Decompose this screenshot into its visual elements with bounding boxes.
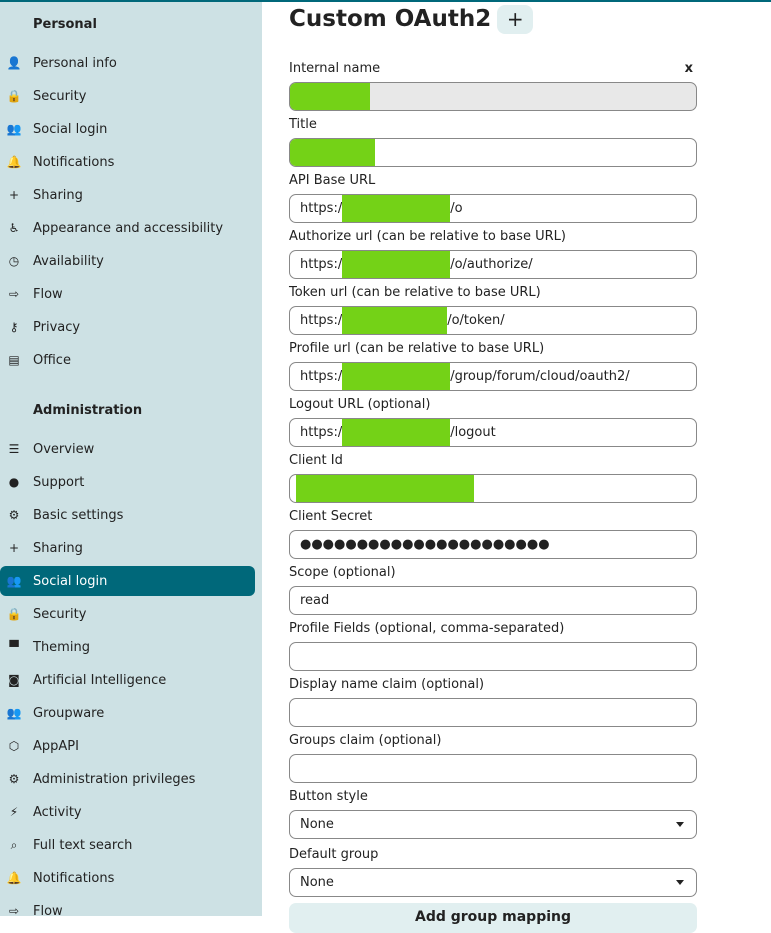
- text-input[interactable]: [289, 82, 697, 111]
- custom-oauth2-panel: [289, 0, 697, 903]
- text-input[interactable]: [289, 306, 697, 335]
- bell-icon: 🔔: [6, 871, 22, 885]
- field-label: Authorize url (can be relative to base URL): [289, 229, 566, 244]
- field-label: Internal name: [289, 61, 381, 76]
- redacted-block: [342, 195, 450, 222]
- bell-icon: 🔔: [6, 155, 22, 169]
- field-value: https:/: [300, 369, 343, 384]
- text-input[interactable]: [289, 754, 697, 783]
- field-label: Groups claim (optional): [289, 733, 442, 748]
- key-icon: ⚷: [9, 320, 19, 334]
- form-field: [289, 61, 697, 117]
- sidebar-item-label: Social login: [33, 121, 108, 137]
- section-administration: Administration: [33, 403, 143, 418]
- sidebar-item-label: AppAPI: [33, 738, 79, 754]
- text-input[interactable]: [289, 138, 697, 167]
- person-icon: 👤: [6, 56, 22, 70]
- sidebar-item-label: Personal info: [33, 55, 117, 71]
- redacted-block: [296, 475, 474, 502]
- lock-icon: 🔒: [6, 89, 22, 103]
- field-label: API Base URL: [289, 173, 376, 188]
- sidebar-item-overview[interactable]: [0, 434, 255, 464]
- sidebar-item-appapi[interactable]: [0, 731, 255, 761]
- sidebar-item-label: Appearance and accessibility: [33, 220, 224, 236]
- cube-icon: ⬡: [8, 739, 20, 753]
- accessibility-icon: ♿: [8, 221, 20, 235]
- sidebar-item-flow[interactable]: [0, 896, 255, 916]
- sidebar-item-personal-info[interactable]: [0, 48, 255, 78]
- sidebar-item-security[interactable]: [0, 599, 255, 629]
- people-icon: 👥: [6, 122, 22, 136]
- tune-icon: ☰: [8, 442, 20, 456]
- sidebar-item-security[interactable]: [0, 81, 255, 111]
- field-value: https:/: [300, 425, 343, 440]
- sidebar-item-label: Support: [33, 474, 85, 490]
- field-label: Client Secret: [289, 509, 373, 524]
- sidebar-item-label: Sharing: [33, 187, 83, 203]
- remove-provider-button[interactable]: x: [684, 61, 693, 76]
- sidebar-item-label: Security: [33, 88, 87, 104]
- sidebar-item-label: Activity: [33, 804, 82, 820]
- sidebar-item-label: Notifications: [33, 870, 115, 886]
- form-field: [289, 509, 697, 565]
- field-value-suffix: /o: [450, 201, 463, 216]
- field-value: read: [300, 593, 330, 608]
- field-label: Title: [289, 117, 317, 132]
- sidebar-item-label: Theming: [33, 639, 90, 655]
- clock-icon: ◷: [8, 254, 20, 268]
- sidebar-item-label: Privacy: [33, 319, 81, 335]
- form-field: [289, 733, 697, 789]
- text-input[interactable]: [289, 194, 697, 223]
- redacted-block: [342, 251, 450, 278]
- text-input[interactable]: [289, 530, 697, 559]
- search-icon: ⌕: [10, 837, 18, 852]
- field-label: Display name claim (optional): [289, 677, 485, 692]
- dropdown-arrow-icon: [676, 880, 684, 885]
- sidebar-item-label: Groupware: [33, 705, 105, 721]
- add-provider-button[interactable]: +: [497, 5, 533, 34]
- flow-icon: ⇨: [8, 287, 20, 301]
- sidebar-item-full-text-search[interactable]: [0, 830, 255, 860]
- sidebar-item-notifications[interactable]: [0, 863, 255, 893]
- default-group-field: [289, 847, 697, 903]
- sidebar-item-availability[interactable]: [0, 246, 255, 276]
- sidebar-item-label: Flow: [33, 903, 63, 916]
- people-icon: 👥: [6, 706, 22, 720]
- sidebar-item-label: Flow: [33, 286, 63, 302]
- form-field: [289, 677, 697, 733]
- sidebar-item-activity[interactable]: [0, 797, 255, 827]
- form-field: [289, 341, 697, 397]
- sidebar-item-basic-settings[interactable]: [0, 500, 255, 530]
- document-icon: ▤: [8, 353, 20, 367]
- field-label: Logout URL (optional): [289, 397, 431, 412]
- button-style-field: [289, 789, 697, 845]
- sidebar-item-social-login[interactable]: [0, 114, 255, 144]
- form-field: [289, 117, 697, 173]
- redacted-block: [290, 83, 370, 110]
- field-label: Token url (can be relative to base URL): [289, 285, 541, 300]
- text-input[interactable]: [289, 698, 697, 727]
- people-icon: 👥: [6, 574, 22, 588]
- add-group-mapping-button[interactable]: Add group mapping: [289, 903, 697, 933]
- flow-icon: ⇨: [8, 904, 20, 916]
- text-input[interactable]: [289, 250, 697, 279]
- field-value: https:/: [300, 201, 343, 216]
- field-label: Button style: [289, 789, 368, 804]
- sidebar-item-social-login[interactable]: [0, 566, 255, 596]
- sidebar-item-label: Notifications: [33, 154, 115, 170]
- button-style-select[interactable]: [289, 810, 697, 839]
- lock-icon: 🔒: [6, 607, 22, 621]
- paint-roller-icon: ▀: [9, 640, 19, 654]
- sidebar-item-label: Artificial Intelligence: [33, 672, 167, 688]
- form-field: [289, 397, 697, 453]
- sidebar-item-label: Administration privileges: [33, 771, 196, 787]
- form-field: [289, 453, 697, 509]
- field-value: ●●●●●●●●●●●●●●●●●●●●●●: [300, 537, 550, 552]
- text-input[interactable]: [289, 418, 697, 447]
- sidebar-item-label: Social login: [33, 573, 108, 589]
- person-add-icon: +: [8, 541, 20, 555]
- form-field: [289, 173, 697, 229]
- selected-value: None: [300, 817, 334, 832]
- default-group-select[interactable]: [289, 868, 697, 897]
- sidebar-item-sharing[interactable]: [0, 533, 255, 563]
- sidebar-item-label: Sharing: [33, 540, 83, 556]
- text-input[interactable]: [289, 362, 697, 391]
- settings-sidebar: [0, 2, 262, 916]
- field-value-suffix: /logout: [450, 425, 496, 440]
- redacted-block: [342, 307, 447, 334]
- user-cog-icon: ⚙: [8, 772, 20, 786]
- sidebar-item-label: Availability: [33, 253, 104, 269]
- form-field: [289, 229, 697, 285]
- sidebar-item-office[interactable]: [0, 345, 255, 375]
- sidebar-item-label: Basic settings: [33, 507, 124, 523]
- field-label: Scope (optional): [289, 565, 396, 580]
- section-personal: Personal: [33, 17, 97, 32]
- form-field: [289, 565, 697, 621]
- field-value-suffix: /o/token/: [447, 313, 505, 328]
- text-input[interactable]: [289, 474, 697, 503]
- field-value: https:/: [300, 257, 343, 272]
- form-field: [289, 621, 697, 677]
- sidebar-item-artificial-intelligence[interactable]: [0, 665, 255, 695]
- selected-value: None: [300, 875, 334, 890]
- chat-icon: ●: [8, 475, 20, 489]
- sidebar-item-theming[interactable]: [0, 632, 255, 662]
- field-value-suffix: /o/authorize/: [450, 257, 533, 272]
- text-input[interactable]: [289, 586, 697, 615]
- field-label: Default group: [289, 847, 379, 862]
- field-label: Profile url (can be relative to base URL): [289, 341, 545, 356]
- field-value: https:/: [300, 313, 343, 328]
- field-label: Profile Fields (optional, comma-separated): [289, 621, 565, 636]
- redacted-block: [290, 139, 375, 166]
- sidebar-item-appearance-and-accessibility[interactable]: [0, 213, 255, 243]
- sidebar-item-label: Office: [33, 352, 71, 368]
- sidebar-item-flow[interactable]: [0, 279, 255, 309]
- sidebar-item-label: Full text search: [33, 837, 133, 853]
- field-value-suffix: /group/forum/cloud/oauth2/: [450, 369, 630, 384]
- person-add-icon: +: [8, 188, 20, 202]
- lightning-icon: ⚡: [9, 805, 19, 819]
- sidebar-item-label: Overview: [33, 441, 95, 457]
- redacted-block: [342, 363, 450, 390]
- dropdown-arrow-icon: [676, 822, 684, 827]
- sidebar-item-sharing[interactable]: [0, 180, 255, 210]
- gear-icon: ⚙: [8, 508, 20, 522]
- robot-icon: ◙: [8, 673, 20, 687]
- text-input[interactable]: [289, 642, 697, 671]
- sidebar-item-administration-privileges[interactable]: [0, 764, 255, 794]
- sidebar-item-groupware[interactable]: [0, 698, 255, 728]
- page-title: Custom OAuth2: [289, 6, 492, 32]
- field-label: Client Id: [289, 453, 343, 468]
- sidebar-item-support[interactable]: [0, 467, 255, 497]
- sidebar-item-privacy[interactable]: [0, 312, 255, 342]
- sidebar-item-notifications[interactable]: [0, 147, 255, 177]
- redacted-block: [342, 419, 450, 446]
- form-field: [289, 285, 697, 341]
- sidebar-item-label: Security: [33, 606, 87, 622]
